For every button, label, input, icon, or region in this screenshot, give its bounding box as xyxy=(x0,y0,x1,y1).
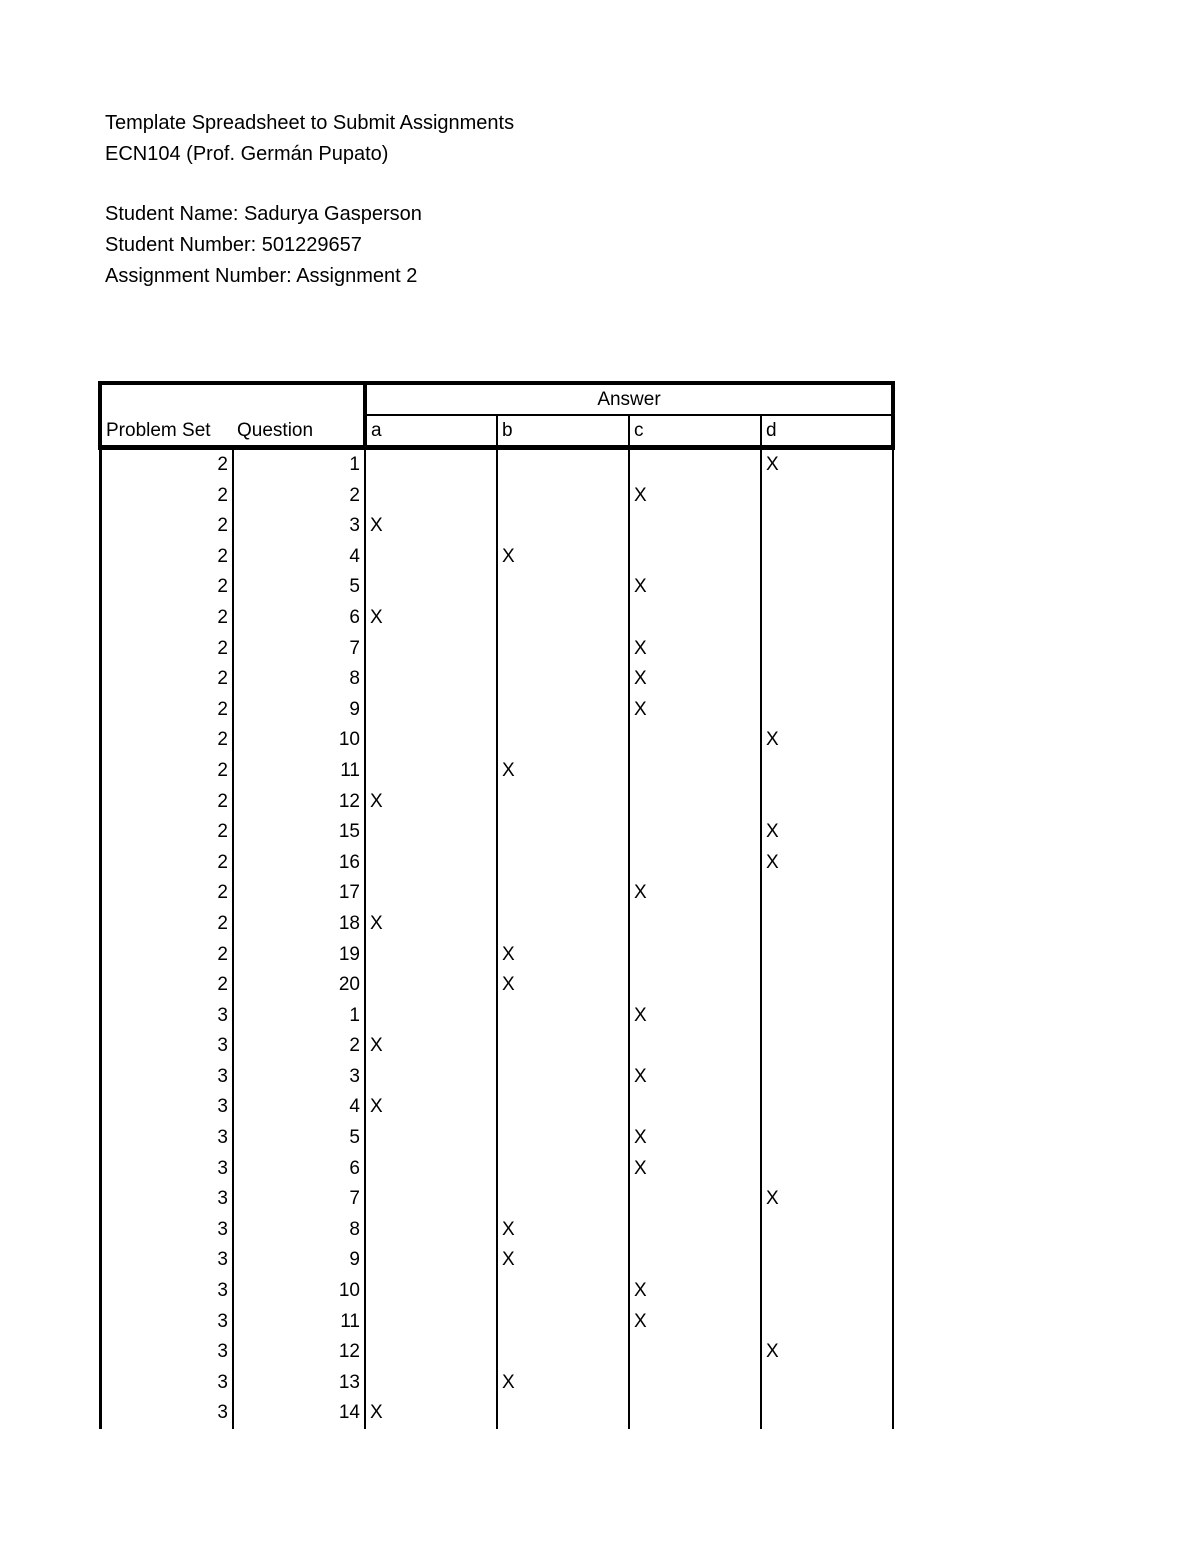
answer-cell-a xyxy=(365,1062,497,1093)
problem-set-cell: 3 xyxy=(100,1184,233,1215)
answer-cell-d xyxy=(761,1092,893,1123)
answer-cell-a xyxy=(365,695,497,726)
answer-cell-d: X xyxy=(761,448,893,481)
answer-cell-c xyxy=(629,1031,761,1062)
question-cell: 9 xyxy=(233,1245,365,1276)
answer-cell-b: X xyxy=(497,940,629,971)
problem-set-cell: 2 xyxy=(100,511,233,542)
problem-set-cell: 3 xyxy=(100,1368,233,1399)
table-row xyxy=(100,756,893,787)
answer-cell-b: X xyxy=(497,1245,629,1276)
answer-cell-a xyxy=(365,448,497,481)
answer-cell-a xyxy=(365,1368,497,1399)
answer-cell-c: X xyxy=(629,878,761,909)
question-cell: 9 xyxy=(233,695,365,726)
answer-cell-b xyxy=(497,448,629,481)
table-row xyxy=(100,511,893,542)
answer-cell-d xyxy=(761,511,893,542)
answer-cell-c: X xyxy=(629,481,761,512)
table-row xyxy=(100,664,893,695)
answer-cell-c: X xyxy=(629,1001,761,1032)
answer-cell-d xyxy=(761,756,893,787)
problem-set-cell: 2 xyxy=(100,572,233,603)
answer-cell-c xyxy=(629,725,761,756)
question-cell: 4 xyxy=(233,1092,365,1123)
answer-cell-b xyxy=(497,1123,629,1154)
answer-cell-c xyxy=(629,1398,761,1429)
answer-cell-c xyxy=(629,1368,761,1399)
answer-cell-a xyxy=(365,725,497,756)
answer-cell-b xyxy=(497,1398,629,1429)
answer-cell-a xyxy=(365,878,497,909)
answer-cell-d xyxy=(761,878,893,909)
answer-cell-b: X xyxy=(497,970,629,1001)
question-cell: 3 xyxy=(233,511,365,542)
question-cell: 19 xyxy=(233,940,365,971)
problem-set-cell: 2 xyxy=(100,448,233,481)
question-cell: 16 xyxy=(233,848,365,879)
question-cell: 18 xyxy=(233,909,365,940)
table-header xyxy=(100,383,893,448)
answer-cell-b xyxy=(497,1337,629,1368)
answer-cell-b xyxy=(497,572,629,603)
question-cell: 6 xyxy=(233,1154,365,1185)
table-row xyxy=(100,1307,893,1338)
question-cell: 14 xyxy=(233,1398,365,1429)
answer-cell-a xyxy=(365,1215,497,1246)
table-row xyxy=(100,1092,893,1123)
table-body xyxy=(100,448,893,1430)
answer-cell-d xyxy=(761,970,893,1001)
problem-set-cell: 2 xyxy=(100,817,233,848)
table-row xyxy=(100,572,893,603)
problem-set-cell: 2 xyxy=(100,940,233,971)
question-cell: 5 xyxy=(233,1123,365,1154)
answer-cell-a xyxy=(365,634,497,665)
answer-cell-c xyxy=(629,542,761,573)
document-title: Template Spreadsheet to Submit Assignments xyxy=(105,112,515,134)
question-cell: 6 xyxy=(233,603,365,634)
problem-set-cell: 2 xyxy=(100,909,233,940)
answer-cell-c: X xyxy=(629,1276,761,1307)
answer-cell-b xyxy=(497,634,629,665)
answer-cell-a xyxy=(365,1307,497,1338)
answer-cell-a xyxy=(365,1001,497,1032)
answer-sheet-table xyxy=(98,381,895,1429)
table-row xyxy=(100,1398,893,1429)
answer-cell-b: X xyxy=(497,756,629,787)
answer-cell-d xyxy=(761,542,893,573)
answer-cell-d xyxy=(761,1062,893,1093)
answer-cell-c xyxy=(629,970,761,1001)
table-row xyxy=(100,787,893,818)
table-row xyxy=(100,1245,893,1276)
option-c-header: c xyxy=(629,415,761,448)
table-row xyxy=(100,1368,893,1399)
answer-cell-b xyxy=(497,695,629,726)
problem-set-cell: 2 xyxy=(100,634,233,665)
answer-cell-a xyxy=(365,1337,497,1368)
assignment-number: Assignment Number: Assignment 2 xyxy=(105,265,418,287)
question-cell: 17 xyxy=(233,878,365,909)
answer-cell-a xyxy=(365,664,497,695)
answer-cell-b xyxy=(497,1307,629,1338)
answer-cell-a xyxy=(365,848,497,879)
problem-set-cell: 3 xyxy=(100,1001,233,1032)
table-row xyxy=(100,634,893,665)
answer-cell-c: X xyxy=(629,1123,761,1154)
answer-cell-c xyxy=(629,448,761,481)
answer-cell-a: X xyxy=(365,787,497,818)
answer-cell-a xyxy=(365,756,497,787)
answer-cell-d: X xyxy=(761,725,893,756)
problem-set-cell: 3 xyxy=(100,1337,233,1368)
table-row xyxy=(100,909,893,940)
answer-cell-c: X xyxy=(629,695,761,726)
question-header: Question xyxy=(233,415,365,448)
question-cell: 2 xyxy=(233,481,365,512)
answer-cell-b xyxy=(497,1154,629,1185)
table-row xyxy=(100,1215,893,1246)
answer-cell-b xyxy=(497,848,629,879)
spacer xyxy=(105,170,514,199)
answer-cell-c xyxy=(629,603,761,634)
table-row xyxy=(100,1031,893,1062)
table-row xyxy=(100,695,893,726)
option-b-header: b xyxy=(497,415,629,448)
problem-set-cell: 3 xyxy=(100,1062,233,1093)
problem-set-cell: 3 xyxy=(100,1154,233,1185)
problem-set-cell: 3 xyxy=(100,1031,233,1062)
answer-cell-d xyxy=(761,1368,893,1399)
answer-cell-d xyxy=(761,1154,893,1185)
answer-cell-d: X xyxy=(761,817,893,848)
question-cell: 5 xyxy=(233,572,365,603)
answer-cell-b: X xyxy=(497,542,629,573)
table-row xyxy=(100,1337,893,1368)
answer-cell-b: X xyxy=(497,1215,629,1246)
answer-cell-a: X xyxy=(365,1031,497,1062)
problem-set-cell: 2 xyxy=(100,878,233,909)
problem-set-cell: 2 xyxy=(100,542,233,573)
answer-cell-b xyxy=(497,817,629,848)
header-blank-left xyxy=(100,383,233,415)
table-row xyxy=(100,1123,893,1154)
table-row xyxy=(100,1154,893,1185)
question-cell: 11 xyxy=(233,1307,365,1338)
answer-cell-a: X xyxy=(365,1398,497,1429)
answer-cell-b xyxy=(497,787,629,818)
table-row xyxy=(100,1276,893,1307)
question-cell: 3 xyxy=(233,1062,365,1093)
answer-cell-c xyxy=(629,940,761,971)
answer-cell-c xyxy=(629,1215,761,1246)
answer-cell-b xyxy=(497,1276,629,1307)
answer-cell-d xyxy=(761,1276,893,1307)
answer-cell-d xyxy=(761,1123,893,1154)
answer-cell-c xyxy=(629,511,761,542)
table-row xyxy=(100,1184,893,1215)
answer-cell-c xyxy=(629,1337,761,1368)
table-row xyxy=(100,878,893,909)
answer-cell-d xyxy=(761,664,893,695)
question-cell: 20 xyxy=(233,970,365,1001)
answer-cell-a xyxy=(365,1245,497,1276)
question-cell: 8 xyxy=(233,1215,365,1246)
answer-cell-d xyxy=(761,695,893,726)
answer-cell-c: X xyxy=(629,664,761,695)
problem-set-cell: 3 xyxy=(100,1092,233,1123)
table-row xyxy=(100,448,893,481)
problem-set-cell: 2 xyxy=(100,481,233,512)
answer-cell-a: X xyxy=(365,909,497,940)
header-row-1 xyxy=(100,383,893,415)
question-cell: 12 xyxy=(233,1337,365,1368)
problem-set-cell: 3 xyxy=(100,1245,233,1276)
option-a-header: a xyxy=(365,415,497,448)
answer-cell-a: X xyxy=(365,603,497,634)
answer-cell-a xyxy=(365,481,497,512)
answer-cell-a xyxy=(365,970,497,1001)
problem-set-cell: 2 xyxy=(100,695,233,726)
problem-set-cell: 2 xyxy=(100,603,233,634)
answer-cell-b xyxy=(497,1092,629,1123)
answer-cell-d xyxy=(761,572,893,603)
answer-cell-b xyxy=(497,878,629,909)
answer-cell-a xyxy=(365,817,497,848)
answer-cell-c xyxy=(629,787,761,818)
answer-cell-c xyxy=(629,1245,761,1276)
answer-cell-d xyxy=(761,603,893,634)
problem-set-cell: 3 xyxy=(100,1215,233,1246)
question-cell: 12 xyxy=(233,787,365,818)
course-line: ECN104 (Prof. Germán Pupato) xyxy=(105,143,389,165)
header-blank-right xyxy=(233,383,365,415)
answer-cell-d xyxy=(761,1398,893,1429)
question-cell: 10 xyxy=(233,725,365,756)
answer-cell-a xyxy=(365,542,497,573)
answer-cell-b xyxy=(497,481,629,512)
problem-set-cell: 3 xyxy=(100,1398,233,1429)
answer-cell-b xyxy=(497,909,629,940)
question-cell: 1 xyxy=(233,448,365,481)
answer-cell-d xyxy=(761,1307,893,1338)
question-cell: 2 xyxy=(233,1031,365,1062)
answer-cell-d xyxy=(761,1001,893,1032)
answer-cell-a xyxy=(365,940,497,971)
answer-cell-a xyxy=(365,1154,497,1185)
answer-cell-c xyxy=(629,909,761,940)
option-d-header: d xyxy=(761,415,893,448)
question-cell: 11 xyxy=(233,756,365,787)
table-row xyxy=(100,481,893,512)
answer-cell-d xyxy=(761,940,893,971)
answer-cell-d: X xyxy=(761,1184,893,1215)
answer-cell-b: X xyxy=(497,1368,629,1399)
answer-cell-d xyxy=(761,909,893,940)
answer-cell-d xyxy=(761,1245,893,1276)
table-row xyxy=(100,1001,893,1032)
answer-cell-d xyxy=(761,1031,893,1062)
table-row xyxy=(100,725,893,756)
table-row xyxy=(100,542,893,573)
student-name: Student Name: Sadurya Gasperson xyxy=(105,203,422,225)
table-row xyxy=(100,848,893,879)
answer-cell-b xyxy=(497,603,629,634)
answer-cell-c: X xyxy=(629,1154,761,1185)
table-row xyxy=(100,817,893,848)
answer-cell-b xyxy=(497,1184,629,1215)
problem-set-cell: 2 xyxy=(100,664,233,695)
question-cell: 4 xyxy=(233,542,365,573)
answer-cell-c xyxy=(629,817,761,848)
answer-cell-a xyxy=(365,572,497,603)
question-cell: 15 xyxy=(233,817,365,848)
answer-cell-a xyxy=(365,1123,497,1154)
question-cell: 7 xyxy=(233,634,365,665)
table-row xyxy=(100,940,893,971)
problem-set-cell: 2 xyxy=(100,787,233,818)
answer-cell-b xyxy=(497,664,629,695)
answer-header: Answer xyxy=(365,383,893,415)
answer-cell-c: X xyxy=(629,1307,761,1338)
problem-set-cell: 3 xyxy=(100,1123,233,1154)
answer-cell-d xyxy=(761,1215,893,1246)
problem-set-cell: 2 xyxy=(100,970,233,1001)
question-cell: 10 xyxy=(233,1276,365,1307)
answer-cell-c xyxy=(629,1184,761,1215)
answer-cell-c: X xyxy=(629,634,761,665)
answer-cell-a xyxy=(365,1276,497,1307)
table-row xyxy=(100,603,893,634)
answer-cell-a: X xyxy=(365,1092,497,1123)
answer-cell-d xyxy=(761,481,893,512)
answer-cell-d xyxy=(761,787,893,818)
document-header xyxy=(105,108,514,292)
answer-cell-a xyxy=(365,1184,497,1215)
question-cell: 1 xyxy=(233,1001,365,1032)
answer-cell-a: X xyxy=(365,511,497,542)
question-cell: 13 xyxy=(233,1368,365,1399)
answer-cell-c xyxy=(629,1092,761,1123)
problem-set-cell: 2 xyxy=(100,725,233,756)
answer-cell-b xyxy=(497,1031,629,1062)
problem-set-cell: 2 xyxy=(100,756,233,787)
answer-cell-c: X xyxy=(629,572,761,603)
answer-cell-d: X xyxy=(761,1337,893,1368)
answer-cell-b xyxy=(497,1062,629,1093)
header-row-2 xyxy=(100,415,893,448)
table-row xyxy=(100,1062,893,1093)
student-number: Student Number: 501229657 xyxy=(105,234,362,256)
table-row xyxy=(100,970,893,1001)
problem-set-cell: 3 xyxy=(100,1307,233,1338)
answer-cell-b xyxy=(497,725,629,756)
answer-cell-d xyxy=(761,634,893,665)
question-cell: 7 xyxy=(233,1184,365,1215)
question-cell: 8 xyxy=(233,664,365,695)
problem-set-cell: 3 xyxy=(100,1276,233,1307)
answer-cell-c xyxy=(629,756,761,787)
answer-cell-b xyxy=(497,1001,629,1032)
answer-cell-c: X xyxy=(629,1062,761,1093)
answer-cell-b xyxy=(497,511,629,542)
answer-cell-d: X xyxy=(761,848,893,879)
problem-set-cell: 2 xyxy=(100,848,233,879)
problem-set-header: Problem Set xyxy=(100,415,233,448)
answer-cell-c xyxy=(629,848,761,879)
